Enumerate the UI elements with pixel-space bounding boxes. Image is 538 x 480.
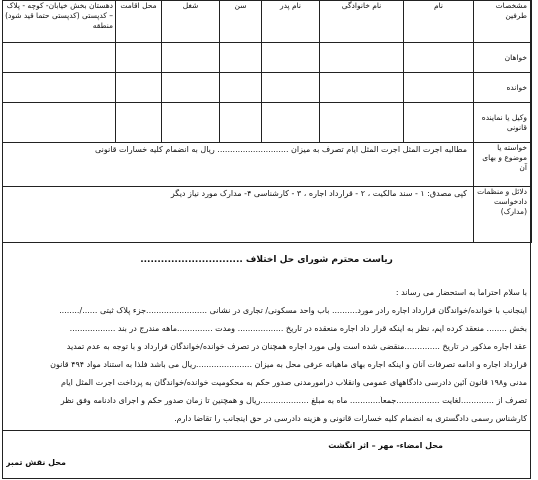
- addressee-title: ریاست محترم شورای حل اختلاف ..............................: [140, 255, 393, 265]
- cell[interactable]: [262, 73, 320, 103]
- header-address: دهستان بخش خیابان- کوچه - پلاک – کدپستی (کدپستی حتما قید شود) منطقه: [3, 1, 116, 43]
- evidence-label: دلائل و منظمات دادخواست (مدارک): [474, 187, 532, 243]
- cell[interactable]: [220, 43, 262, 73]
- body-line-2: اینجانب با خوانده/خواندگان قرارداد اجاره رادر مورد.......... باب واحد مسکونی/ تجاری در نشانی ........................جزء پلاک ثبتی ....../........: [59, 306, 527, 315]
- body-line-1: با سلام احتراماً به استحضار می رساند :: [395, 288, 527, 297]
- cell[interactable]: [220, 73, 262, 103]
- cell[interactable]: [320, 73, 404, 103]
- cell[interactable]: [262, 103, 320, 143]
- cell[interactable]: [3, 43, 116, 73]
- cell[interactable]: [116, 43, 162, 73]
- parties-table: [2, 0, 532, 243]
- row-plaintiff: خواهان: [474, 43, 532, 73]
- cell[interactable]: [3, 103, 116, 143]
- cell[interactable]: [404, 73, 474, 103]
- signature-label: محل امضاء- مهر – اثر انگشت: [328, 441, 443, 450]
- cell[interactable]: [404, 43, 474, 73]
- cell[interactable]: [3, 73, 116, 103]
- row-defendant: خوانده: [474, 73, 532, 103]
- cell[interactable]: [320, 43, 404, 73]
- claim-label: خواسته یا موضوع و بهای آن: [474, 143, 532, 187]
- claim-text: مطالبه اجرت المثل اجرت المثل ایام تصرف به میزان ............................ ریال به انضمام کلیه خسارات قانونی: [3, 143, 474, 187]
- cell[interactable]: [320, 103, 404, 143]
- cell[interactable]: [404, 103, 474, 143]
- body-line-7: تصرف از .............لغایت .................جمعاً............ ماه به مبلغ ...................ریال و همچنین تا زمان صدور حکم و اجرای دادنامه وفق نظر: [60, 396, 527, 405]
- header-family-name: نام خانوادگی: [320, 1, 404, 43]
- header-residence: محل اقامت: [116, 1, 162, 43]
- cell[interactable]: [116, 103, 162, 143]
- evidence-text: کپی مصدق: ۱ - سند مالکیت ، ۲ - قرارداد اجاره ، ۳ - کارشناسی ۴- مدارک مورد نیاز دیگر: [3, 187, 474, 243]
- cell[interactable]: [220, 103, 262, 143]
- cell[interactable]: [116, 73, 162, 103]
- cell[interactable]: [262, 43, 320, 73]
- cell[interactable]: [162, 43, 220, 73]
- body-line-5: قرارداد اجاره و ادامه تصرفات آنان و اینکه اجاره بهای ماهیانه عرفی محل به میزان ......................ریال می باشد فلذا به استناد مواد ۴۹۴ قانون: [50, 360, 527, 369]
- header-age: سن: [220, 1, 262, 43]
- body-line-4: عقد اجاره مذکور در تاریخ ..............منقضی شده است ولی مورد اجاره همچنان در تصرف خوانده/خواندگان قرارداد و با توجه به عدم تمدید: [66, 342, 527, 351]
- body-line-6: مدنی و۱۹۸ قانون آئین دادرسی دادگاههای عمومی وانقلاب درامورمدنی صدور حکم به محکومیت خوانده/خواندگان به پرداخت اجرت المثل ایام: [61, 378, 527, 387]
- body-line-8: کارشناس رسمی دادگستری به انضمام کلیه خسارات قانونی و هزینه دادرسی در حق اینجانب را تقاضا دارم.: [174, 414, 527, 423]
- header-name: نام: [404, 1, 474, 43]
- cell[interactable]: [162, 103, 220, 143]
- stamp-label: محل نقش تمبر: [6, 458, 66, 467]
- header-parties: مشخصات طرفین: [474, 1, 532, 43]
- body-line-3: بخش ........ منعقد کرده ایم، نظر به اینکه قرار داد اجاره منعقده در تاریخ .................. ومدت ..............ماهه مندرج در بند ..................: [69, 324, 527, 333]
- cell[interactable]: [162, 73, 220, 103]
- row-attorney: وکیل یا نماینده قانونی: [474, 103, 532, 143]
- stamp-divider: [2, 430, 531, 431]
- header-job: شغل: [162, 1, 220, 43]
- header-father-name: نام پدر: [262, 1, 320, 43]
